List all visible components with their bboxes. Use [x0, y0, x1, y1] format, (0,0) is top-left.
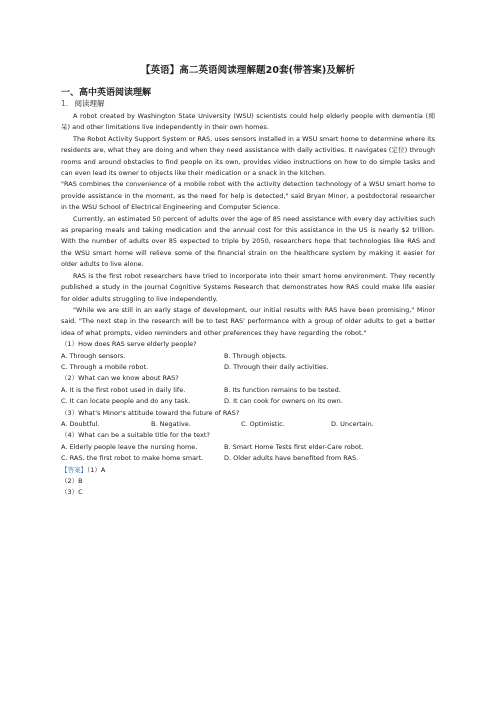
- answer-item: （2）B: [61, 477, 83, 485]
- option-d: D. Through their daily activities.: [224, 362, 329, 371]
- option-b: B. Through objects.: [224, 351, 288, 360]
- options-row: [61, 362, 435, 373]
- answer-label: 【答案】: [61, 465, 87, 474]
- paragraph: A robot created by Washington State University (WSU) scientists could help elderly people with dementia (痴呆) and other limitations live independently in their own homes.: [61, 112, 435, 132]
- options-row: [61, 396, 435, 407]
- item-label: 阅读理解: [74, 99, 105, 108]
- paragraph: "RAS combines the convenience of a mobile robot with the activity detection technology of a WSU smart home to provide assistance in the moment, as the need for help is detected," said Bryan Minor, a postdoctoral researcher in the WSU School of Electrical Engineering and Computer Science.: [61, 180, 435, 212]
- options-row: [61, 442, 435, 453]
- option-c: C. Through a mobile robot.: [61, 362, 149, 371]
- answer-line: [61, 465, 435, 476]
- option-b: B. Its function remains to be tested.: [224, 385, 341, 394]
- section-heading: 一、高中英语阅读理解: [61, 88, 152, 98]
- option-c: C. Optimistic.: [241, 419, 285, 428]
- option-c: C. It can locate people and do any task.: [61, 397, 191, 406]
- answer-item: （1）A: [87, 465, 106, 474]
- option-d: D. Uncertain.: [331, 419, 374, 428]
- option-a: A. It is the first robot used in daily life.: [61, 385, 186, 394]
- options-row: [61, 419, 435, 430]
- option-b: B. Negative.: [151, 419, 191, 428]
- option-a: A. Doubtful.: [61, 419, 100, 428]
- option-c: C. RAS, the first robot to make home smart.: [61, 454, 204, 463]
- options-row: [61, 453, 435, 464]
- option-b: B. Smart Home Tests first elder-Care robot.: [224, 442, 364, 451]
- document-title: 【英语】高二英语阅读理解题20套(带答案)及解析: [140, 65, 356, 76]
- passage-body: [61, 111, 435, 499]
- question-3: （3）What's Minor's attitude toward the future of RAS?: [61, 408, 240, 417]
- question-1: （1）How does RAS serve elderly people?: [61, 340, 197, 349]
- option-d: D. Older adults have benefited from RAS.: [224, 454, 359, 463]
- options-row: [61, 385, 435, 396]
- item-heading: [61, 98, 105, 109]
- paragraph: The Robot Activity Support System or RAS, uses sensors installed in a WSU smart home to determine where its residents are, what they are doing and when they need assistance with daily activities. It navigates (定位) through rooms and around obstacles to find people on its own, provides video instructions on how to do simple tasks and can even lead its owner to objects like their medication or a snack in the kitchen.: [61, 134, 435, 178]
- options-row: [61, 351, 435, 362]
- item-number: 1.: [61, 99, 69, 108]
- paragraph: Currently, an estimated 50 percent of adults over the age of 85 need assistance with every day activities such as preparing meals and taking medication and the annual cost for this assistance in the US is nearly $2 trillion. With the number of adults over 85 expected to triple by 2050, researchers hope that technologies like RAS and the WSU smart home will relieve some of the financial strain on the healthcare system by making it easier for older adults to live alone.: [61, 214, 435, 269]
- question-2: （2）What can we know about RAS?: [61, 374, 179, 383]
- paragraph: "While we are still in an early stage of development, our initial results with RAS have been promising," Minor said. "The next step in the research will be to test RAS' performance with a group of older adults to get a better idea of what prompts, video reminders and other preferences they have regarding the robot.": [61, 305, 435, 337]
- question-4: （4）What can be a suitable title for the text?: [61, 431, 210, 440]
- option-d: D. It can cook for owners on its own.: [224, 397, 343, 406]
- paragraph: RAS is the first robot researchers have tried to incorporate into their smart home environment. They recently published a study in the journal Cognitive Systems Research that demonstrates how RAS could make life easier for older adults struggling to live independently.: [61, 271, 435, 303]
- answer-item: （3）C: [61, 488, 83, 497]
- option-a: A. Through sensors.: [61, 351, 126, 360]
- option-a: A. Elderly people leave the nursing home.: [61, 442, 198, 451]
